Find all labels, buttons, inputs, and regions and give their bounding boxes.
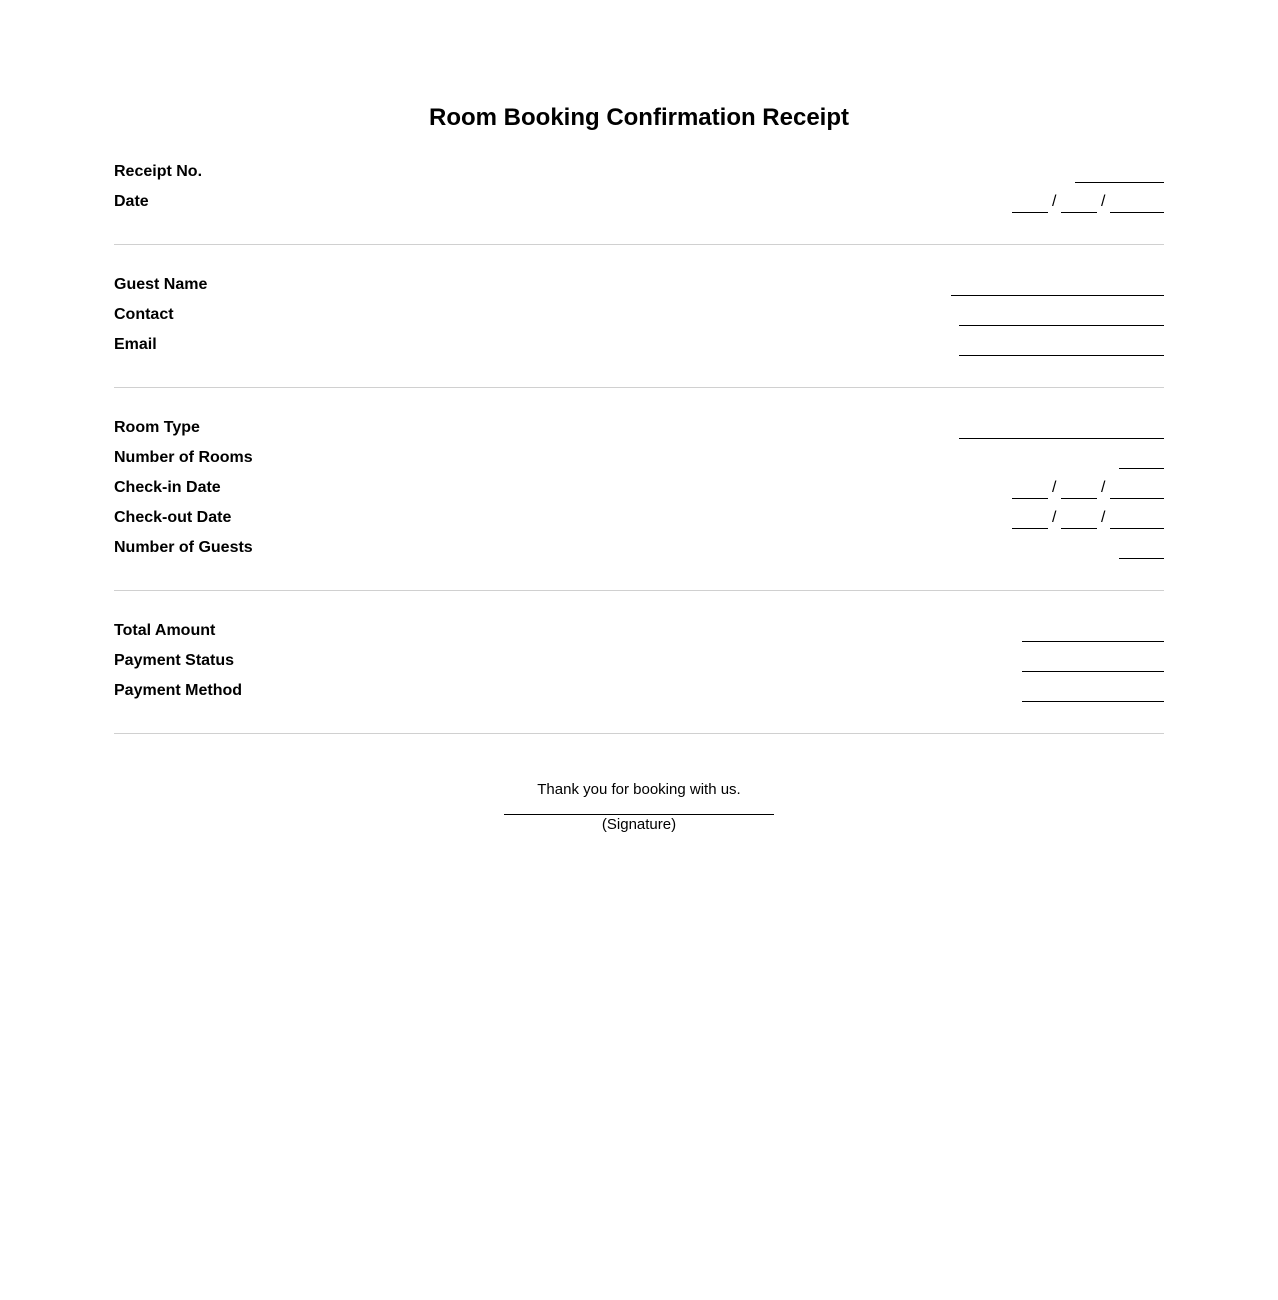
field-email: [114, 334, 1164, 356]
field-check-in-date: [114, 477, 1164, 499]
field-label: Email: [114, 336, 157, 353]
date-separator: /: [1101, 193, 1106, 210]
room-type-blank[interactable]: [959, 417, 1164, 439]
field-label: Guest Name: [114, 276, 208, 293]
contact-blank[interactable]: [959, 304, 1164, 326]
field-label: Receipt No.: [114, 163, 203, 180]
field-label: Check-in Date: [114, 479, 221, 496]
date-separator: /: [1052, 509, 1057, 526]
check-in-date-blank[interactable]: [1012, 477, 1164, 499]
thank-you-message: Thank you for booking with us.: [537, 781, 741, 798]
email-blank[interactable]: [959, 334, 1164, 356]
field-label: Room Type: [114, 419, 200, 436]
field-room-type: [114, 417, 1164, 439]
check-out-date-blank[interactable]: [1012, 507, 1164, 529]
field-label: Number of Rooms: [114, 449, 253, 466]
month-blank[interactable]: [1061, 498, 1097, 499]
section-divider: [114, 387, 1164, 388]
section-divider: [114, 244, 1164, 245]
day-blank[interactable]: [1012, 212, 1048, 213]
signature-label: (Signature): [601, 816, 677, 833]
payment-method-blank[interactable]: [1022, 680, 1164, 702]
field-label: Total Amount: [114, 622, 216, 639]
receipt-no-blank[interactable]: [1075, 161, 1164, 183]
field-total-amount: [114, 620, 1164, 642]
year-blank[interactable]: [1110, 528, 1164, 529]
field-label: Payment Status: [114, 652, 235, 669]
guest-name-blank[interactable]: [951, 274, 1164, 296]
number-of-rooms-blank[interactable]: [1119, 447, 1164, 469]
section-divider: [114, 733, 1164, 734]
field-label: Contact: [114, 306, 174, 323]
year-blank[interactable]: [1110, 498, 1164, 499]
date-separator: /: [1101, 509, 1106, 526]
field-payment-method: [114, 680, 1164, 702]
year-blank[interactable]: [1110, 212, 1164, 213]
section-divider: [114, 590, 1164, 591]
field-label: Payment Method: [114, 682, 243, 699]
payment-status-blank[interactable]: [1022, 650, 1164, 672]
field-receipt-no: [114, 161, 1164, 183]
field-label: Number of Guests: [114, 539, 253, 556]
field-guest-name: [114, 274, 1164, 296]
field-date: [114, 191, 1164, 213]
field-number-of-guests: [114, 537, 1164, 559]
day-blank[interactable]: [1012, 528, 1048, 529]
field-number-of-rooms: [114, 447, 1164, 469]
page-title: Room Booking Confirmation Receipt: [429, 104, 849, 131]
date-separator: /: [1052, 479, 1057, 496]
field-check-out-date: [114, 507, 1164, 529]
field-label: Date: [114, 193, 149, 210]
month-blank[interactable]: [1061, 528, 1097, 529]
date-separator: /: [1052, 193, 1057, 210]
day-blank[interactable]: [1012, 498, 1048, 499]
field-payment-status: [114, 650, 1164, 672]
number-of-guests-blank[interactable]: [1119, 537, 1164, 559]
month-blank[interactable]: [1061, 212, 1097, 213]
date-blank[interactable]: [1012, 191, 1164, 213]
field-contact: [114, 304, 1164, 326]
total-amount-blank[interactable]: [1022, 620, 1164, 642]
field-label: Check-out Date: [114, 509, 232, 526]
date-separator: /: [1101, 479, 1106, 496]
